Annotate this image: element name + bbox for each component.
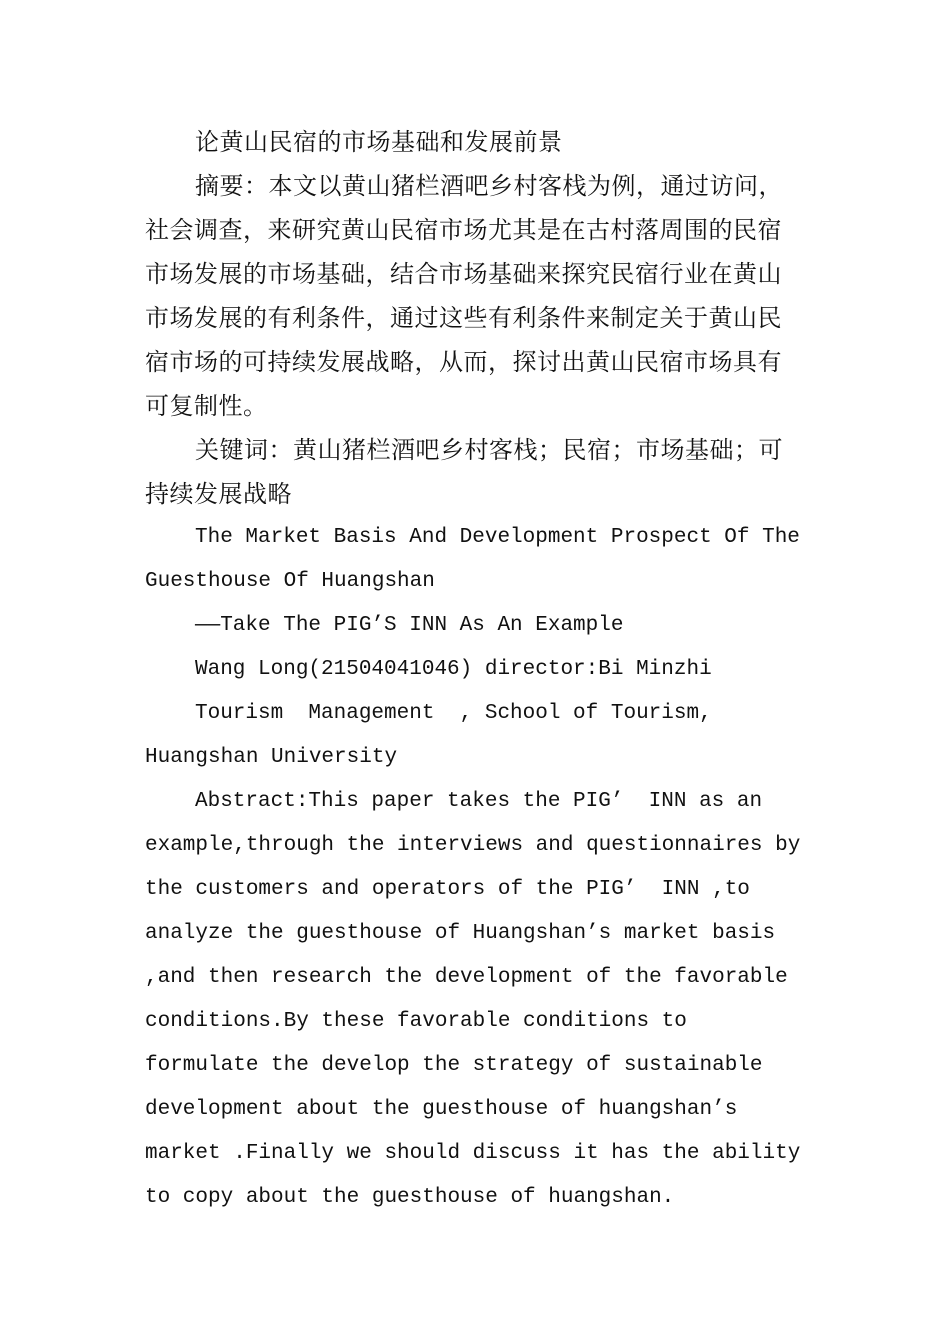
author-line: Wang Long(21504041046) director:Bi Minzhi: [195, 658, 712, 681]
chinese-keywords: 关键词：黄山猪栏酒吧乡村客栈；民宿；市场基础；可持续发展战略: [145, 436, 783, 508]
english-title: The Market Basis And Development Prospect Of The Guesthouse Of Huangshan: [145, 526, 813, 593]
english-abstract: Abstract:This paper takes the PIG’ INN as an example,through the interviews and questionnaires by the customers and operators of the PIG’ INN ,to analyze the guesthouse of Huangshan’s market basis ,and then research the development of the favorable conditions.By these favorable conditions to formulate the develop the strategy of sustainable development about the guesthouse of huangshan’s market .Finally we should discuss it has the ability to copy about the guesthouse of huangshan.: [145, 790, 813, 1209]
english-subtitle: ——Take The PIG’S INN As An Example: [195, 614, 624, 637]
chinese-abstract: 摘要：本文以黄山猪栏酒吧乡村客栈为例，通过访问，社会调查，来研究黄山民宿市场尤其是在古村落周围的民宿市场发展的市场基础，结合市场基础来探究民宿行业在黄山市场发展的有利条件，通过这些有利条件来制定关于黄山民宿市场的可持续发展战略，从而，探讨出黄山民宿市场具有可复制性。: [145, 172, 783, 420]
chinese-title: 论黄山民宿的市场基础和发展前景: [195, 128, 563, 156]
document-page: [145, 120, 813, 1220]
affiliation: Tourism Management , School of Tourism, Huangshan University: [145, 702, 725, 769]
